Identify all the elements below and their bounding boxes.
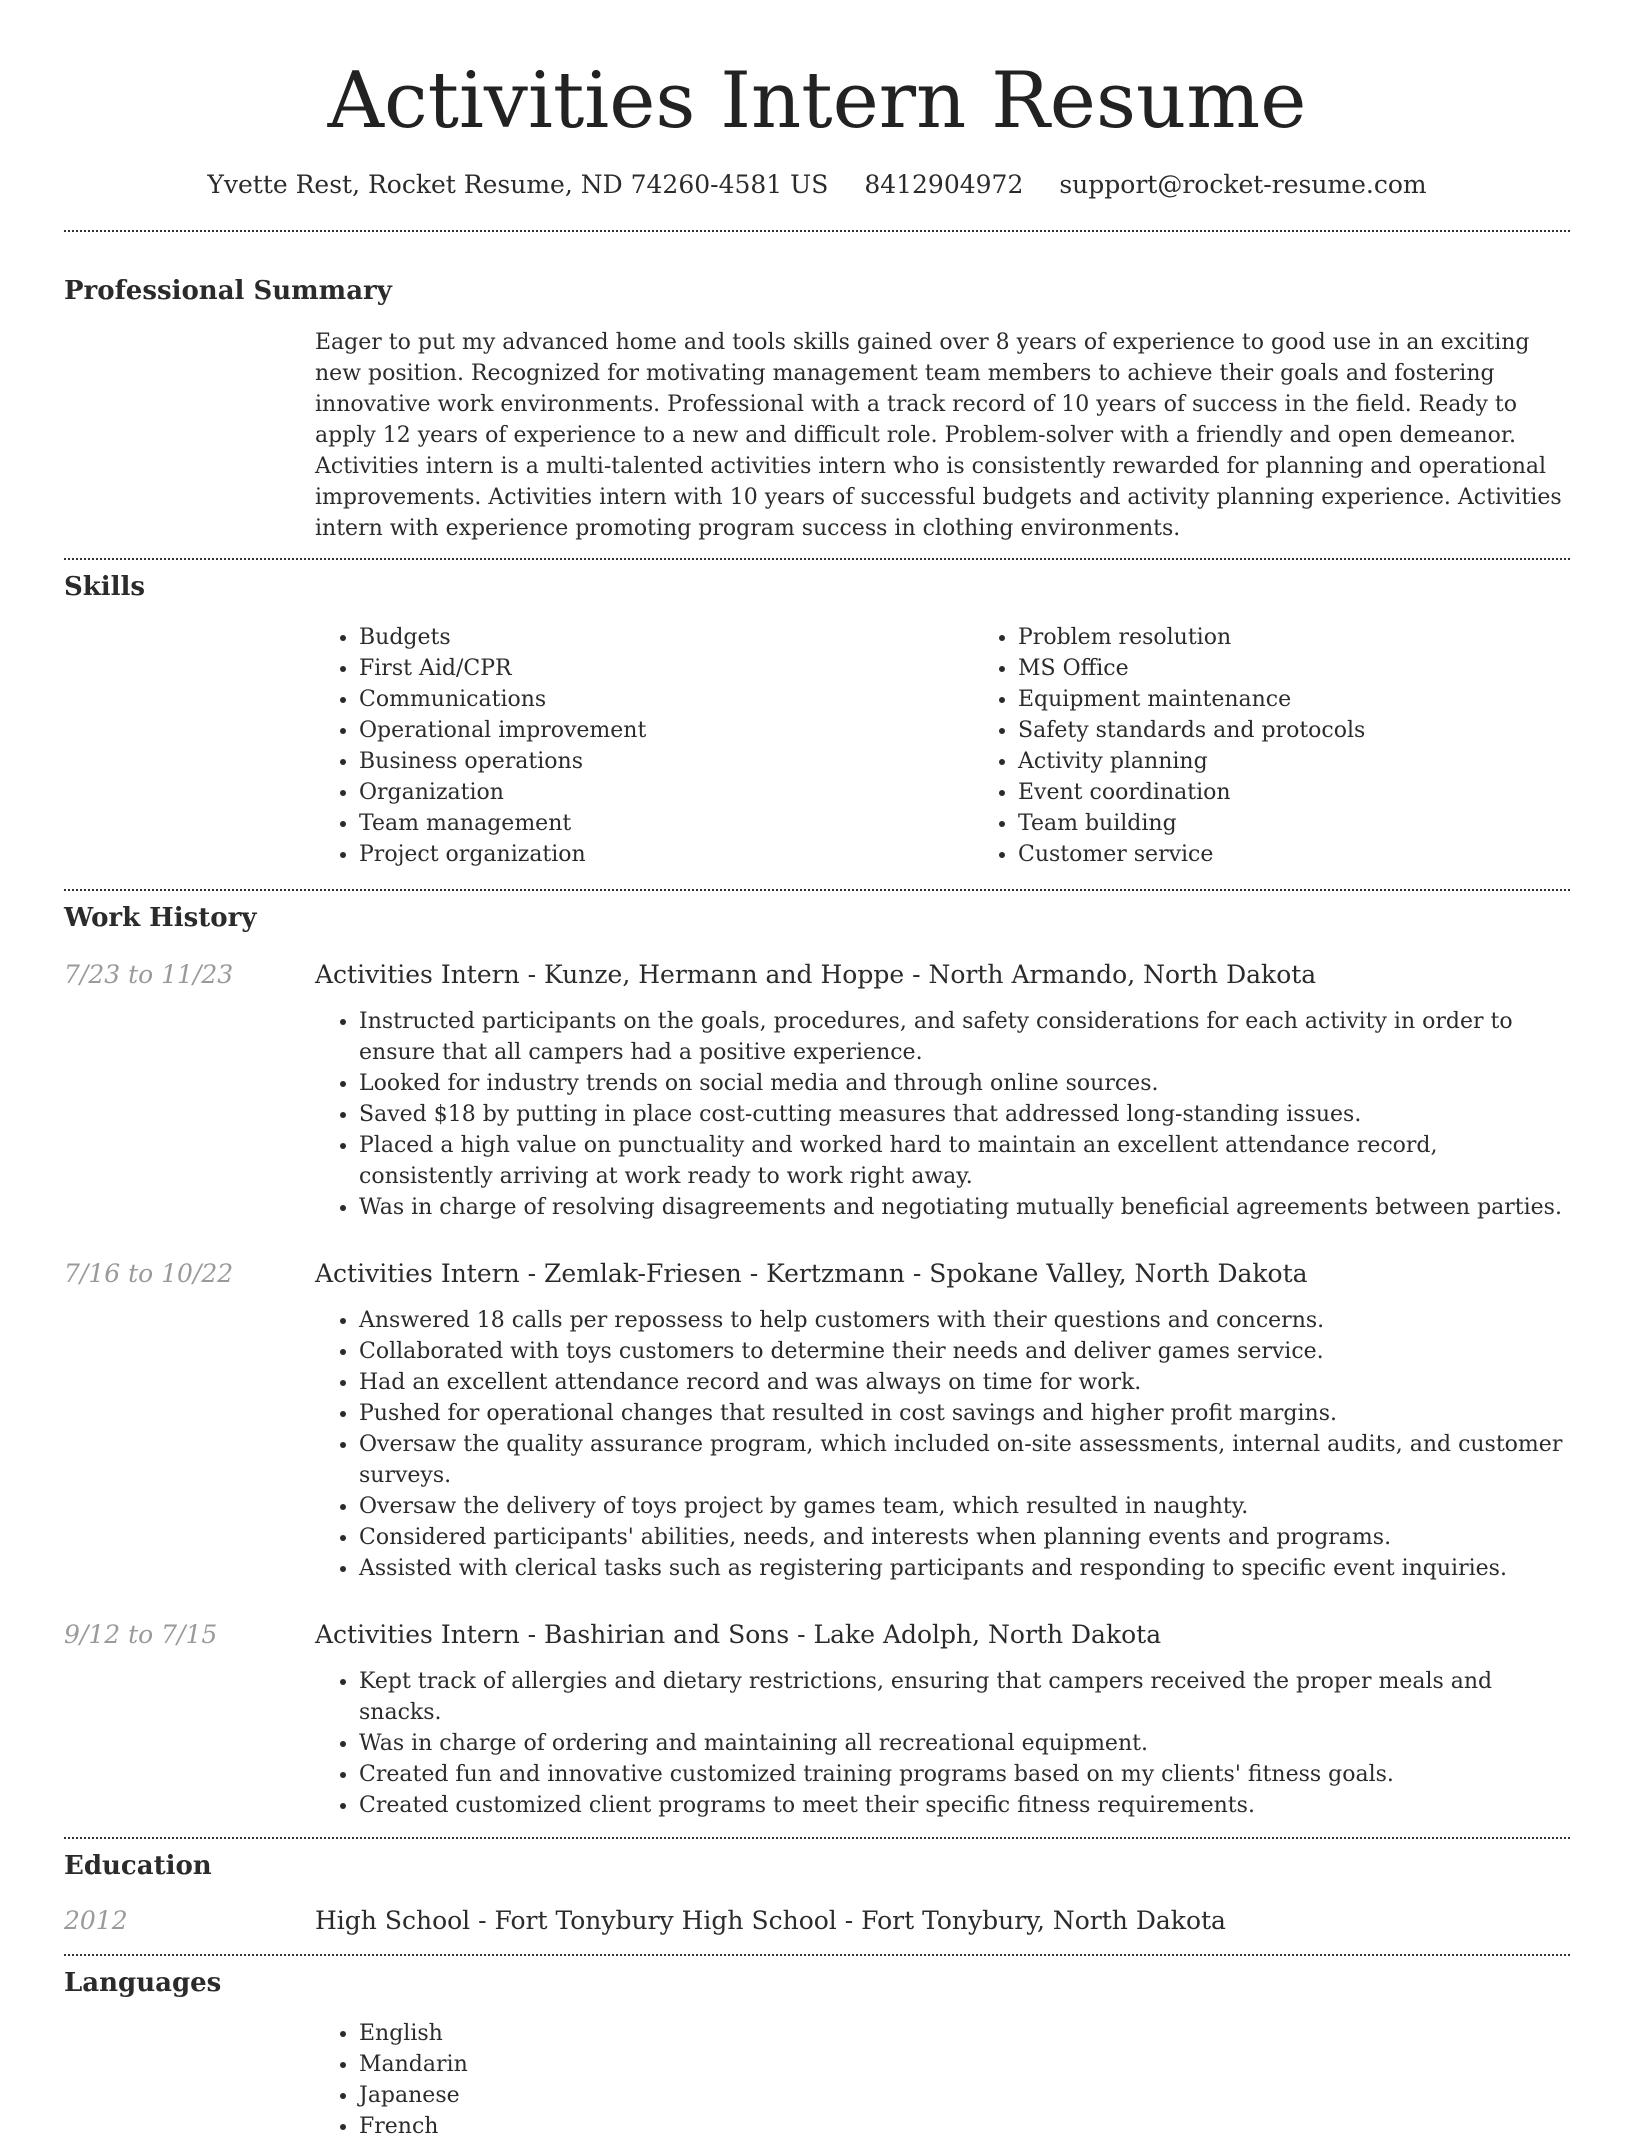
education-section [64,1849,1570,1938]
skill-item: • Operational improvement [359,715,974,746]
job-bullet: • Created fun and innovative customized training programs based on my clients' fitness goals. [359,1759,1570,1790]
skill-item: • Organization [359,777,974,808]
languages-list [315,2018,1570,2142]
job-dates: 7/23 to 11/23 [64,960,234,989]
skills-grid [315,622,1632,870]
languages-section [64,1966,1570,2142]
contact-address: Yvette Rest, Rocket Resume, ND 74260-4581 US [207,170,829,199]
divider [64,1954,1570,1956]
resume-title: Activities Intern Resume [327,56,1307,146]
job-bullets [315,1006,1570,1223]
job-entry [64,1257,1570,1584]
job-bullet: • Had an excellent attendance record and was always on time for work. [359,1367,1570,1398]
summary-section [64,274,1570,544]
job-bullet: • Collaborated with toys customers to determine their needs and deliver games service. [359,1336,1570,1367]
language-item: • Mandarin [359,2049,1570,2080]
job-bullet: • Saved $18 by putting in place cost-cutting measures that addressed long-standing issues. [359,1099,1570,1130]
job-bullet: • Assisted with clerical tasks such as registering participants and responding to specific event inquiries. [359,1553,1570,1584]
job-entry [64,958,1570,1223]
skill-item: • Business operations [359,746,974,777]
job-bullet: • Oversaw the quality assurance program, which included on-site assessments, internal audits, and customer surveys. [359,1429,1570,1491]
skill-item: • Activity planning [1018,746,1632,777]
education-heading: Education [64,1851,212,1881]
language-item: • French [359,2111,1570,2142]
skill-item: • Budgets [359,622,974,653]
resume-page [64,0,1570,2142]
job-bullet: • Created customized client programs to meet their specific fitness requirements. [359,1790,1570,1821]
summary-heading: Professional Summary [64,276,392,306]
job-bullet: • Was in charge of resolving disagreements and negotiating mutually beneficial agreements between parties. [359,1192,1570,1223]
job-bullet: • Instructed participants on the goals, procedures, and safety considerations for each activity in order to ensure that all campers had a positive experience. [359,1006,1570,1068]
language-item: • English [359,2018,1570,2049]
skills-list-right [974,622,1632,870]
skills-section [64,570,1570,870]
skill-item: • MS Office [1018,653,1632,684]
job-title: Activities Intern - Kunze, Hermann and Hoppe - North Armando, North Dakota [315,960,1317,989]
job-title: Activities Intern - Zemlak-Friesen - Kertzmann - Spokane Valley, North Dakota [315,1259,1308,1288]
skills-heading: Skills [64,572,146,602]
job-dates: 7/16 to 10/22 [64,1259,234,1288]
contact-line [64,168,1570,202]
job-title: Activities Intern - Bashirian and Sons - Lake Adolph, North Dakota [315,1620,1162,1649]
job-bullets [315,1666,1570,1821]
skills-list-left [315,622,974,870]
skill-item: • Problem resolution [1018,622,1632,653]
contact-phone: 8412904972 [864,170,1024,199]
summary-text: Eager to put my advanced home and tools skills gained over 8 years of experience to good use in an exciting new position. Recognized for motivating management team members to achieve their goals and fostering innovative work environments. Professional with a track record of 10 years of success in the field. Ready to apply 12 years of experience to a new and difficult role. Problem-solver with a friendly and open demeanor. Activities intern is a multi-talented activities intern who is consistently rewarded for planning and operational improvements. Activities intern with 10 years of successful budgets and activity planning experience. Activities intern with experience promoting program success in clothing environments. [315,330,1562,541]
work-history-heading: Work History [64,903,257,933]
divider [64,889,1570,891]
job-bullet: • Considered participants' abilities, needs, and interests when planning events and programs. [359,1522,1570,1553]
job-entry [64,1618,1570,1821]
job-bullets [315,1305,1570,1584]
job-dates: 9/12 to 7/15 [64,1620,218,1649]
job-bullet: • Answered 18 calls per repossess to help customers with their questions and concerns. [359,1305,1570,1336]
divider [64,558,1570,560]
education-entry: High School - Fort Tonybury High School - Fort Tonybury, North Dakota [315,1906,1226,1935]
job-bullet: • Looked for industry trends on social media and through online sources. [359,1068,1570,1099]
skill-item: • Team management [359,808,974,839]
skill-item: • Safety standards and protocols [1018,715,1632,746]
skill-item: • Equipment maintenance [1018,684,1632,715]
job-bullet: • Placed a high value on punctuality and worked hard to maintain an excellent attendance record, consistently arriving at work ready to work right away. [359,1130,1570,1192]
work-history-section [64,901,1570,1821]
skill-item: • Communications [359,684,974,715]
skill-item: • Customer service [1018,839,1632,870]
contact-email: support@rocket-resume.com [1059,170,1427,199]
languages-heading: Languages [64,1968,222,1998]
language-item: • Japanese [359,2080,1570,2111]
job-bullet: • Pushed for operational changes that resulted in cost savings and higher profit margins. [359,1398,1570,1429]
job-bullet: • Kept track of allergies and dietary restrictions, ensuring that campers received the proper meals and snacks. [359,1666,1570,1728]
skill-item: • First Aid/CPR [359,653,974,684]
education-year: 2012 [64,1906,128,1935]
job-bullet: • Oversaw the delivery of toys project by games team, which resulted in naughty. [359,1491,1570,1522]
job-bullet: • Was in charge of ordering and maintaining all recreational equipment. [359,1728,1570,1759]
divider [64,230,1570,232]
skill-item: • Team building [1018,808,1632,839]
skill-item: • Project organization [359,839,974,870]
divider [64,1837,1570,1839]
skill-item: • Event coordination [1018,777,1632,808]
